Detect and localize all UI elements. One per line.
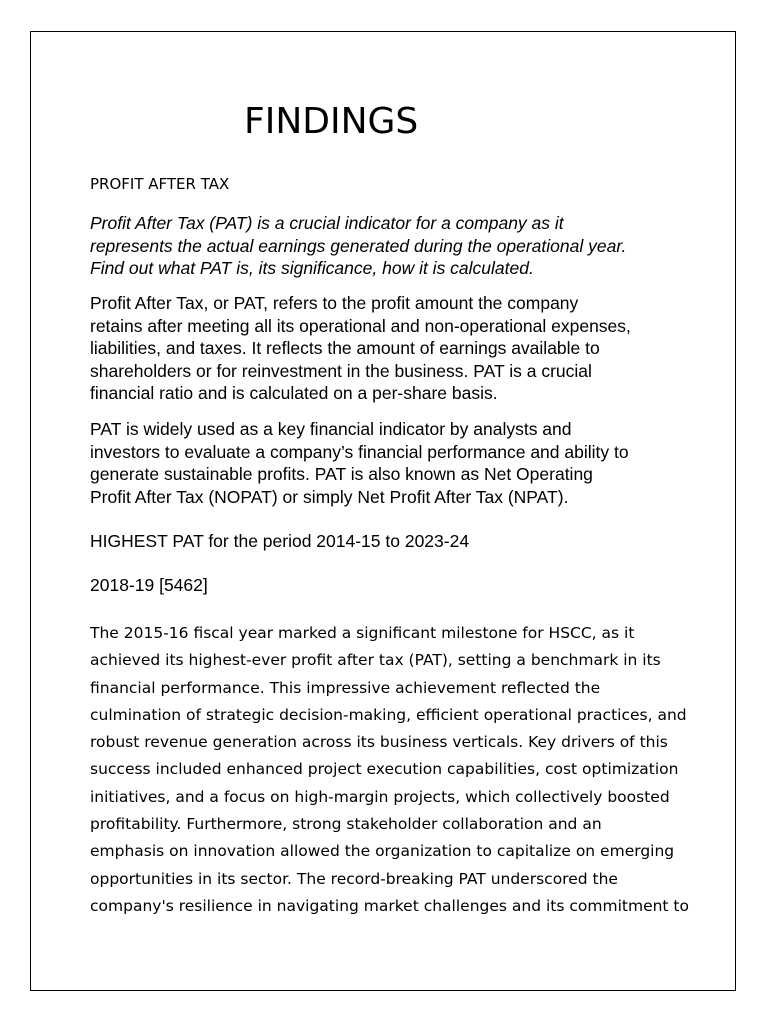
definition-line: Profit After Tax, or PAT, refers to the profit amount the company [90, 293, 579, 313]
definition-paragraph [90, 292, 690, 405]
story-line: robust revenue generation across its business verticals. Key drivers of this [90, 733, 668, 752]
intro-paragraph [90, 212, 690, 280]
story-paragraph [90, 620, 710, 920]
story-line: opportunities in its sector. The record-breaking PAT underscored the [90, 869, 618, 888]
usage-line: PAT is widely used as a key financial indicator by analysts and [90, 419, 572, 439]
usage-line: investors to evaluate a company’s financial performance and ability to [90, 441, 629, 462]
story-line: achieved its highest-ever profit after tax (PAT), setting a benchmark in its [90, 651, 661, 670]
definition-line: financial ratio and is calculated on a per-share basis. [90, 383, 498, 403]
highest-pat-heading: HIGHEST PAT for the period 2014-15 to 2023-24 [90, 531, 470, 551]
story-line: culmination of strategic decision-making, efficient operational practices, and [90, 705, 687, 724]
story-line: emphasis on innovation allowed the organization to capitalize on emerging [90, 842, 675, 861]
intro-line: Find out what PAT is, its significance, how it is calculated. [90, 258, 534, 278]
story-line: initiatives, and a focus on high-margin projects, which collectively boosted [90, 787, 670, 806]
intro-line: represents the actual earnings generated during the operational year. [90, 235, 627, 256]
story-line: company's resilience in navigating market challenges and its commitment to [90, 896, 689, 915]
page-title: FINDINGS [244, 101, 419, 142]
definition-line: shareholders or for reinvestment in the business. PAT is a crucial [90, 360, 592, 381]
usage-paragraph [90, 418, 690, 508]
section-label: PROFIT AFTER TAX [90, 175, 230, 193]
document-page [30, 31, 736, 991]
story-line: profitability. Furthermore, strong stakeholder collaboration and an [90, 815, 602, 834]
story-line: financial performance. This impressive achievement reflected the [90, 678, 601, 697]
definition-line: liabilities, and taxes. It reflects the amount of earnings available to [90, 338, 600, 358]
story-line: The 2015-16 fiscal year marked a significant milestone for HSCC, as it [90, 624, 635, 642]
intro-line: Profit After Tax (PAT) is a crucial indicator for a company as it [90, 213, 564, 233]
highest-pat-value: 2018-19 [5462] [90, 575, 208, 595]
story-line: success included enhanced project execution capabilities, cost optimization [90, 760, 679, 779]
usage-line: generate sustainable profits. PAT is also known as Net Operating [90, 464, 593, 484]
usage-line: Profit After Tax (NOPAT) or simply Net Profit After Tax (NPAT). [90, 486, 569, 507]
definition-line: retains after meeting all its operational and non-operational expenses, [90, 315, 631, 336]
